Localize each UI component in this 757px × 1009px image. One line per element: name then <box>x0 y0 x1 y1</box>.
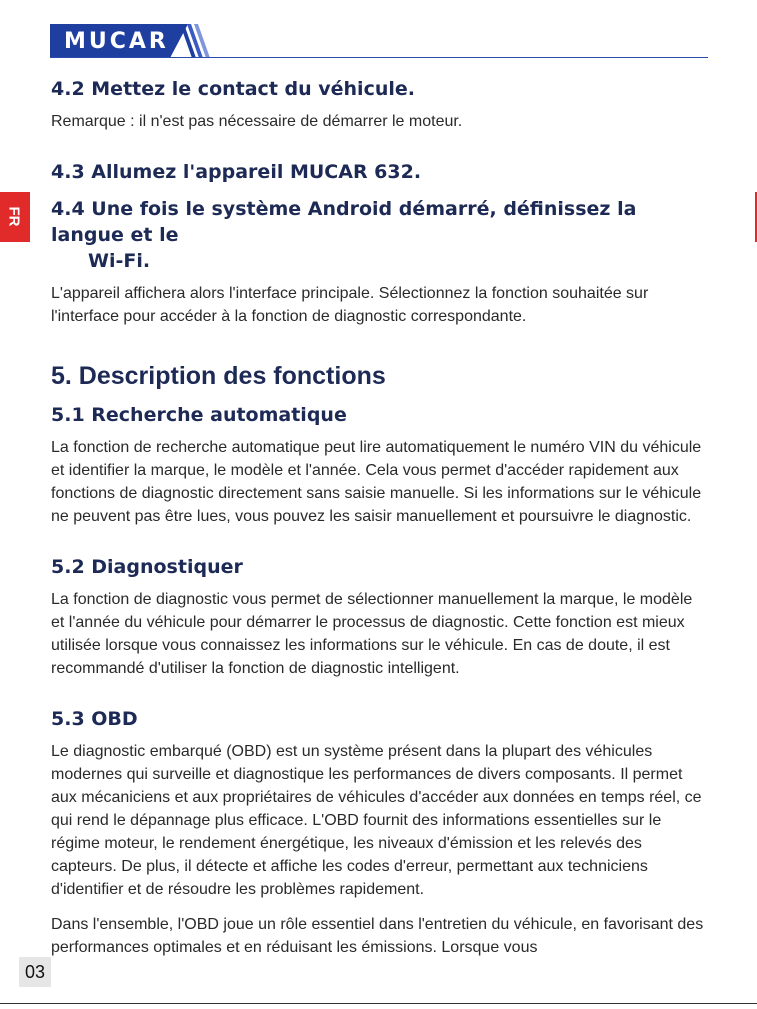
section-4-4-title-line1: 4.4 Une fois le système Android démarré, définissez la langue et le <box>51 198 637 246</box>
footer-divider <box>0 1003 757 1004</box>
page-number: 03 <box>19 957 51 987</box>
section-4-3-title: 4.3 Allumez l'appareil MUCAR 632. <box>51 161 422 183</box>
language-tab <box>0 192 30 242</box>
section-4-4-title-line2: Wi-Fi. <box>88 250 151 272</box>
header-divider <box>50 57 708 58</box>
section-5-title: 5. Description des fonctions <box>51 362 386 390</box>
page-header <box>50 20 708 60</box>
section-5-1-text: La fonction de recherche automatique peut lire automatiquement le numéro VIN du véhicule et identifier la marque, le modèle et l'année. Cela vous permet d'accéder rapidement aux fonctions de diagnostic directement sans saisie manuelle. Si les informations sur le véhicule ne peuvent pas être lues, vous pouvez les saisir manuellement et poursuivre le diagnostic. <box>51 439 702 525</box>
section-4-2-title: 4.2 Mettez le contact du véhicule. <box>51 78 415 100</box>
page-content <box>51 76 711 959</box>
section-5-3-text-1: Le diagnostic embarqué (OBD) est un système présent dans la plupart des véhicules modernes qui surveille et diagnostique les performances de divers composants. Il permet aux mécaniciens et aux propriétaires de véhicules d'accéder aux données en temps réel, ce qui rend le dépannage plus efficace. L'OBD fournit des informations essentielles sur le régime moteur, le rendement énergétique, les niveaux d'émission et les relevés des capteurs. De plus, il détecte et affiche les codes d'erreur, permettant aux techniciens d'identifier et de résoudre les problèmes rapidement. <box>51 743 702 898</box>
section-4-4-text: L'appareil affichera alors l'interface principale. Sélectionnez la fonction souhaitée sur l'interface pour accéder à la fonction de diagnostic correspondante. <box>51 285 649 325</box>
section-5-1-title: 5.1 Recherche automatique <box>51 404 347 426</box>
language-tab-label: FR <box>5 206 23 227</box>
logo-text: MUCAR <box>64 29 169 54</box>
section-4-2-note: Remarque : il n'est pas nécessaire de démarrer le moteur. <box>51 113 463 130</box>
brand-logo <box>50 24 170 58</box>
section-5-2-text: La fonction de diagnostic vous permet de sélectionner manuellement la marque, le modèle et l'année du véhicule pour démarrer le processus de diagnostic. Cette fonction est mieux utilisée lorsque vous connaissez les informations sur le véhicule. En cas de doute, il est recommandé d'utiliser la fonction de diagnostic intelligent. <box>51 591 693 677</box>
section-5-2-title: 5.2 Diagnostiquer <box>51 556 243 578</box>
logo-stripes-icon <box>172 24 212 58</box>
section-5-3-title: 5.3 OBD <box>51 708 138 730</box>
section-5-3-text-2: Dans l'ensemble, l'OBD joue un rôle essentiel dans l'entretien du véhicule, en favorisant des performances optimales et en réduisant les émissions. Lorsque vous <box>51 916 704 956</box>
